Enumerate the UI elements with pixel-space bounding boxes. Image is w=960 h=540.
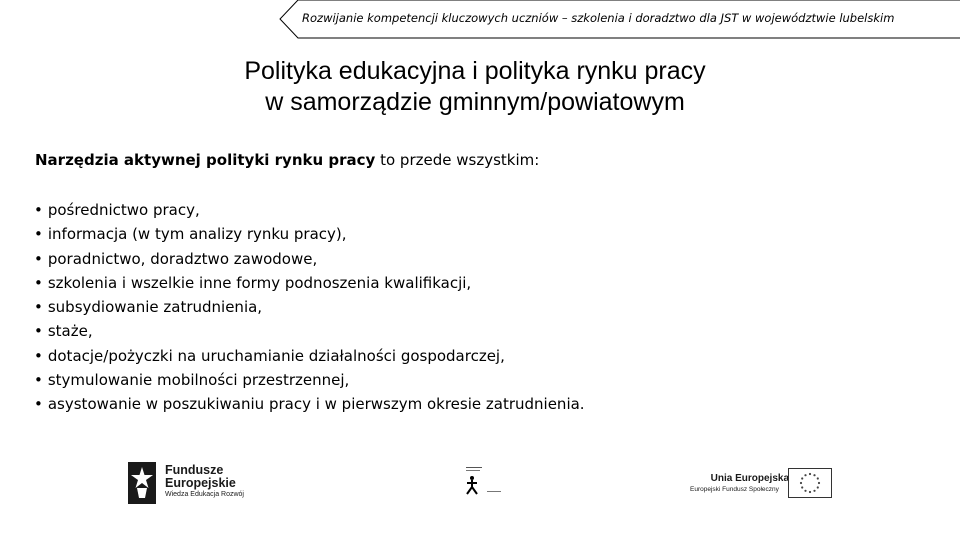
page-title-line-1: Polityka edukacyjna i polityka rynku pracy	[244, 57, 706, 85]
eu-subtitle: Europejski Fundusz Społeczny	[690, 486, 779, 493]
list-item	[34, 198, 585, 222]
list-bullet: •	[34, 225, 43, 244]
list-bullet: •	[34, 322, 43, 341]
eu-star	[804, 474, 806, 476]
list-item-text: staże,	[47, 322, 93, 341]
eu-star	[817, 486, 819, 488]
eu-star	[801, 477, 803, 479]
intro-bold: Narzędzia aktywnej polityki rynku pracy	[35, 151, 376, 169]
list-item-text: szkolenia i wszelkie inne formy podnoszenia kwalifikacji,	[47, 273, 472, 292]
list-item	[34, 222, 585, 246]
page-title	[0, 56, 950, 118]
header-banner	[278, 0, 960, 39]
list-item	[34, 368, 585, 392]
eu-star	[801, 486, 803, 488]
eu-flag-icon	[788, 468, 832, 498]
partner-logo	[460, 463, 506, 499]
fundusze-europejskie-logo	[128, 460, 268, 506]
list-item	[34, 271, 585, 295]
list-item-text: subsydiowanie zatrudnienia,	[47, 298, 263, 317]
list-bullet: •	[34, 346, 43, 365]
list-bullet: •	[34, 273, 43, 292]
fe-name-line-2: Europejskie	[165, 476, 236, 490]
list-item	[34, 247, 585, 271]
list-item	[34, 344, 585, 368]
list-item	[34, 392, 585, 416]
list-item-text: asystowanie w poszukiwaniu pracy i w pierwszym okresie zatrudnienia.	[47, 395, 585, 414]
unia-europejska-logo	[688, 468, 838, 500]
eu-star	[800, 482, 802, 484]
eu-name: Unia Europejska	[710, 473, 789, 484]
list-item	[34, 295, 585, 319]
intro-text	[35, 151, 539, 169]
eu-star	[818, 482, 820, 484]
eu-star	[809, 473, 811, 475]
intro-rest: to przede wszystkim:	[375, 151, 540, 169]
page-title-line-2: w samorządzie gminnym/powiatowym	[265, 88, 685, 116]
eu-star	[817, 477, 819, 479]
fe-name-line-1: Fundusze	[165, 463, 224, 477]
list-bullet: •	[34, 371, 43, 390]
list-item-text: dotacje/pożyczki na uruchamianie działalności gospodarczej,	[47, 346, 505, 365]
fe-subtitle: Wiedza Edukacja Rozwój	[165, 491, 244, 498]
list-item	[34, 319, 585, 343]
list-item-text: pośrednictwo pracy,	[47, 201, 200, 219]
eu-star	[804, 490, 806, 492]
tools-list	[34, 198, 585, 417]
list-bullet: •	[34, 298, 43, 317]
list-bullet: •	[34, 249, 43, 268]
list-bullet: •	[34, 201, 43, 219]
list-bullet: •	[34, 395, 43, 414]
eu-star	[813, 490, 815, 492]
list-item-text: stymulowanie mobilności przestrzennej,	[47, 371, 350, 390]
fe-name	[165, 464, 236, 490]
list-item-text: informacja (w tym analizy rynku pracy),	[47, 225, 347, 244]
header-banner-text: Rozwijanie kompetencji kluczowych uczniów – szkolenia i doradztwo dla JST w województwie lubelskim	[302, 11, 895, 25]
list-item-text: poradnictwo, doradztwo zawodowe,	[47, 249, 318, 268]
eu-star	[813, 474, 815, 476]
fe-star-flag-icon	[128, 462, 156, 504]
eu-star	[809, 491, 811, 493]
person-figure-icon	[460, 463, 506, 499]
